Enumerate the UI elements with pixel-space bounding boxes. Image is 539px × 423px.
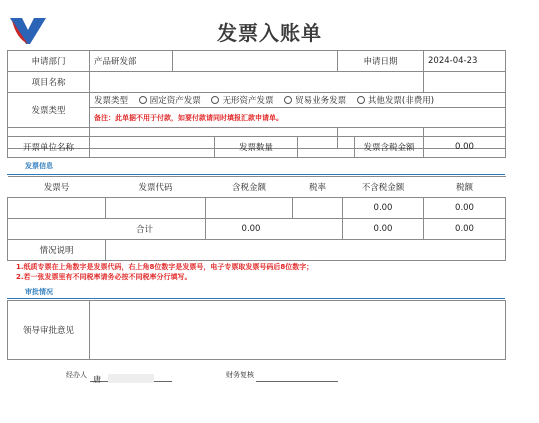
- cell-invoice-no[interactable]: [8, 198, 106, 219]
- col-invoice-no: 发票号: [8, 177, 106, 198]
- option-fixed-asset: 固定资产发票: [149, 96, 201, 107]
- col-tax-rate: 税率: [293, 177, 343, 198]
- dept-value[interactable]: 产品研发部: [90, 51, 173, 72]
- finance-review-field[interactable]: [256, 367, 338, 382]
- invoice-type-note-text: 备注：此单据不用于付款，如要付款请同时填报汇款申请单。: [94, 113, 283, 122]
- col-tax-amount: 税额: [424, 177, 506, 198]
- handler-field[interactable]: [90, 367, 172, 382]
- approval-section-divider: [7, 298, 505, 299]
- radio-fixed-asset[interactable]: [139, 96, 147, 104]
- cell-tax-amount: 0.00: [424, 198, 506, 219]
- cell-tax-rate[interactable]: [293, 198, 343, 219]
- handler-label: 经办人: [66, 371, 87, 379]
- date-value[interactable]: 2024-04-23: [424, 51, 506, 72]
- total-value: 0.00: [424, 137, 506, 158]
- col-amount-incl-tax: 含税金额: [206, 177, 293, 198]
- total-excl-tax: 0.00: [343, 219, 424, 240]
- invoice-type-label: 发票类型: [8, 93, 90, 128]
- cell-amount-excl-tax: 0.00: [343, 198, 424, 219]
- cell-invoice-code[interactable]: [106, 198, 206, 219]
- project-extra[interactable]: [424, 72, 506, 93]
- dept-label: 申请部门: [8, 51, 90, 72]
- option-trade-business: 贸易业务发票: [295, 96, 347, 107]
- invoice-type-options: [90, 93, 506, 108]
- project-value[interactable]: [90, 72, 424, 93]
- count-label-cell: 发票数量: [215, 137, 298, 158]
- finance-review-label: 财务复核: [226, 371, 254, 379]
- project-label: 项目名称: [8, 72, 90, 93]
- leader-opinion-label: 领导审批意见: [8, 301, 90, 360]
- issuer-value-cell[interactable]: [90, 137, 215, 158]
- note-2: 2.若一张发票里有不同税率请务必按不同税率分行填写。: [16, 273, 192, 281]
- approval-section-title: 审批情况: [25, 288, 53, 296]
- total-row-label: 合计: [8, 219, 206, 240]
- option-other: 其他发票(非费用): [367, 96, 435, 107]
- table-row: [8, 198, 506, 219]
- invoice-section-divider: [7, 174, 505, 175]
- total-row: [8, 219, 506, 240]
- radio-intangible-asset[interactable]: [211, 96, 219, 104]
- remark-label: 情况说明: [8, 240, 106, 261]
- application-info-table: [7, 50, 506, 149]
- invoice-type-prefix: 发票类型: [94, 96, 129, 107]
- summary-row-table: [7, 136, 506, 158]
- option-intangible-asset: 无形资产发票: [222, 96, 274, 107]
- leader-opinion-value[interactable]: [90, 301, 506, 360]
- redacted-name-blur: [108, 374, 154, 383]
- radio-trade-business[interactable]: [284, 96, 292, 104]
- total-incl-tax: 0.00: [206, 219, 343, 240]
- handler-value: 唐: [93, 375, 101, 384]
- dept-blank[interactable]: [173, 51, 338, 72]
- approval-table: [7, 300, 506, 360]
- col-amount-excl-tax: 不含税金额: [343, 177, 424, 198]
- total-tax: 0.00: [424, 219, 506, 240]
- count-value-cell[interactable]: [298, 137, 355, 158]
- cell-amount-incl-tax[interactable]: [206, 198, 293, 219]
- col-invoice-code: 发票代码: [106, 177, 206, 198]
- invoice-section-title: 发票信息: [25, 162, 53, 170]
- radio-other[interactable]: [357, 96, 365, 104]
- date-label: 申请日期: [338, 51, 424, 72]
- note-1: 1.纸质专票在上角数字是发票代码，右上角8位数字是发票号，电子专票取发票号码后8位数字；: [16, 263, 314, 271]
- page-title: 发票入账单: [217, 21, 322, 45]
- invoice-table: [7, 176, 506, 261]
- invoice-type-note: [90, 108, 506, 128]
- issuer-label-cell: 开票单位名称: [8, 137, 90, 158]
- total-label: 发票含税金额: [355, 137, 424, 158]
- remark-value[interactable]: [106, 240, 506, 261]
